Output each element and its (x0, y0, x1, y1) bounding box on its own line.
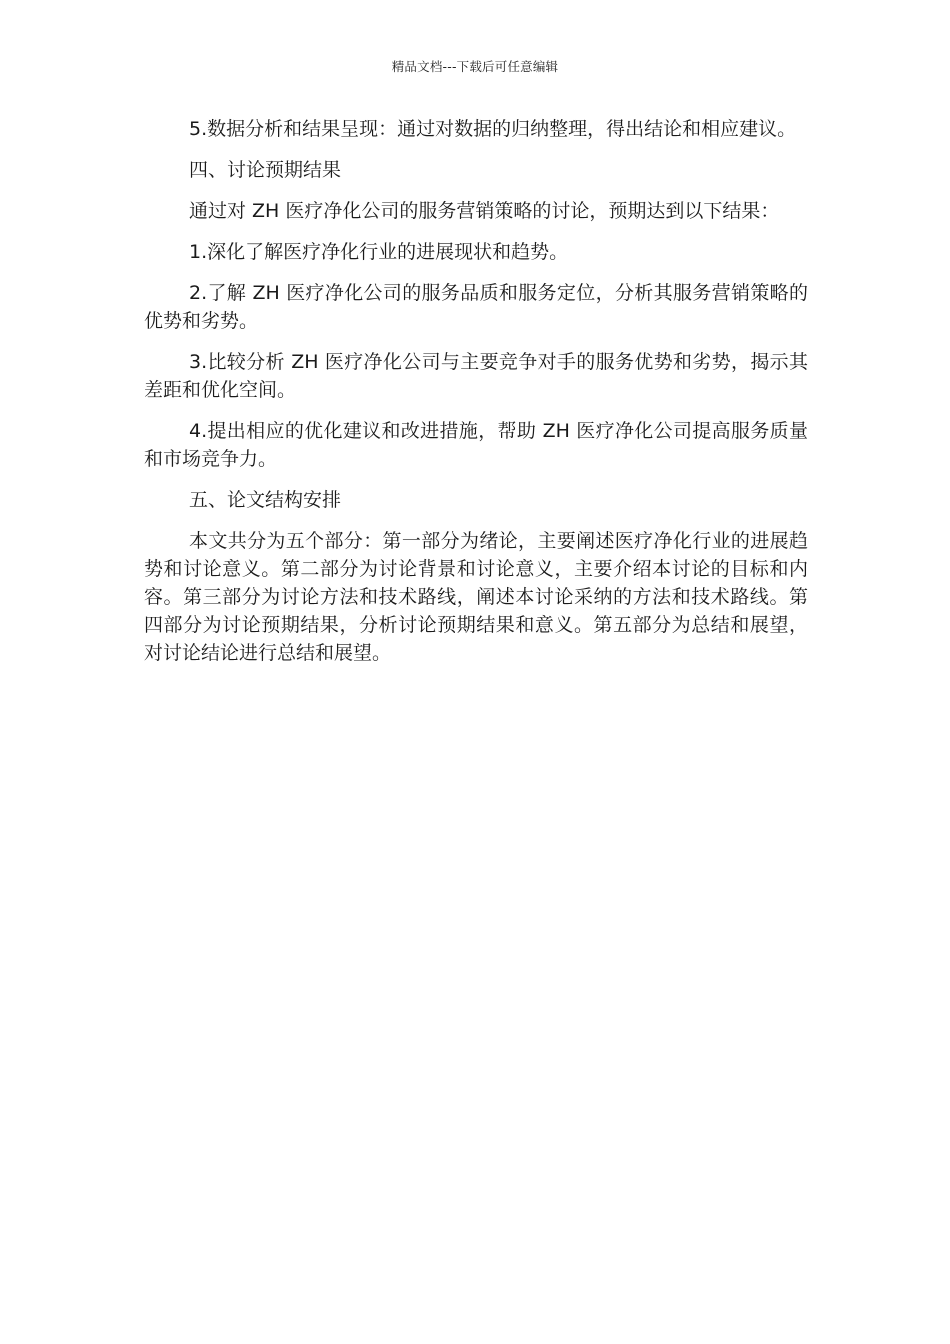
section-heading-structure: 五、论文结构安排 (189, 489, 342, 511)
document-body (144, 115, 808, 680)
list-item-result-1: 1.深化了解医疗净化行业的进展现状和趋势。 (189, 241, 569, 263)
list-item-result-2: 2.了解 ZH 医疗净化公司的服务品质和服务定位，分析其服务营销策略的优势和劣势。 (144, 282, 808, 332)
section-heading-expected-results: 四、讨论预期结果 (189, 159, 342, 181)
list-item-result-4: 4.提出相应的优化建议和改进措施，帮助 ZH 医疗净化公司提高服务质量和市场竞争力。 (144, 420, 808, 470)
paragraph-structure: 本文共分为五个部分：第一部分为绪论，主要阐述医疗净化行业的进展趋势和讨论意义。第二部分为讨论背景和讨论意义，主要介绍本讨论的目标和内容。第三部分为讨论方法和技术路线，阐述本讨论采纳的方法和技术路线。第四部分为讨论预期结果，分析讨论预期结果和意义。第五部分为总结和展望，对讨论结论进行总结和展望。 (144, 530, 808, 664)
paragraph-expected-intro: 通过对 ZH 医疗净化公司的服务营销策略的讨论，预期达到以下结果： (189, 200, 780, 222)
paragraph-data-analysis: 5.数据分析和结果呈现：通过对数据的归纳整理，得出结论和相应建议。 (189, 118, 797, 140)
page-header: 精品文档---下载后可任意编辑 (391, 59, 559, 74)
list-item-result-3: 3.比较分析 ZH 医疗净化公司与主要竞争对手的服务优势和劣势，揭示其差距和优化空间。 (144, 351, 808, 401)
